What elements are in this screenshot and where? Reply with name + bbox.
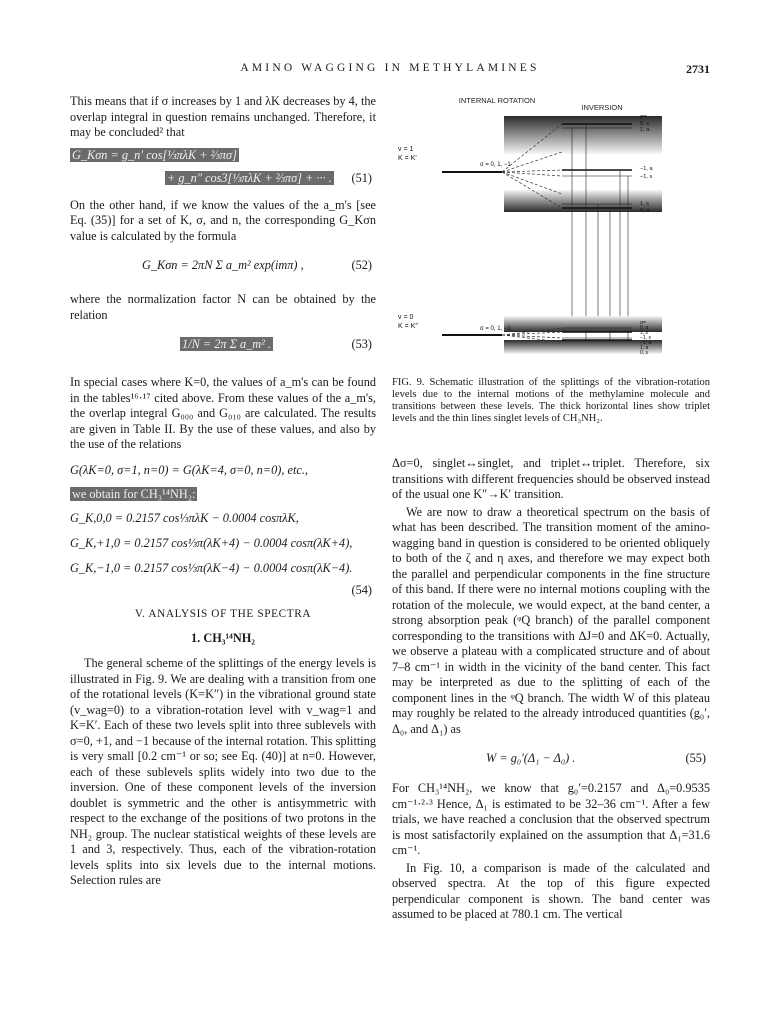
equation-text: G_K,0,0 = 0.2157 cos⅓πλK − 0.0004 cosπλK, — [70, 511, 299, 525]
section-heading: V. ANALYSIS OF THE SPECTRA — [134, 608, 312, 620]
label-upper-k: K = K′ — [398, 155, 417, 162]
paragraph: We are now to draw a theoretical spectrum on the basis of what has been described. The transition moment of the amino-wagging band in question is considered to be oriented obliquely to both of the ζ and η axes, and therefore we may expect both the parallel and perpendicular components in the fine structure of this band. If there were no internal motions coupling with the rotation of the molecule, we would expect, at the band center, a strong absorption peak (ᵠQ branch) of the parallel component corresponding to the transitions with ΔJ=0 and ΔK=0. Actually, we observe a plateau with a complicated structure and of about 7–8 cm⁻¹ in width in the vicinity of the band center. This fact may be interpreted as due to the splitting of each of the component lines in the ᵠQ branch. The width W of this plateau may roughly be related to the already introduced quantities (g₀′, Δ₀, and Δ₁) as — [392, 504, 710, 736]
splitting-line — [502, 172, 562, 176]
subsection-heading: 1. CH₃¹⁴NH₂ — [191, 630, 255, 645]
running-title: AMINO WAGGING IN METHYLAMINES — [240, 62, 540, 74]
paragraph: This means that if σ increases by 1 and λK decreases by 4, the overlap integral in question remains unchanged. Therefore, it may be concluded² that — [70, 94, 376, 139]
label-upper-right: −1, a — [640, 166, 653, 172]
paragraph: In Fig. 10, a comparison is made of the calculated and observed spectra. At the top of this figure expected perpendicular component is shown. The band center was assumed to be placed at 780.1 cm. The vertical — [392, 860, 710, 921]
equation-number: (55) — [685, 751, 706, 765]
label-lower-sigma: σ = 0, 1, −1 — [480, 326, 511, 332]
equation-text: 1/N = 2π Σ a_m² . — [182, 337, 271, 351]
page-number: 2731 — [686, 62, 710, 76]
label-upper-right: −1, s — [640, 174, 653, 180]
label-lower-right: 1, s — [640, 330, 649, 336]
page-header — [70, 62, 710, 78]
equation-53 — [70, 337, 376, 353]
label-internal-rotation: INTERNAL ROTATION — [458, 96, 536, 105]
label-lower-right: −1, a — [640, 340, 652, 346]
equation-text: G_Kσn = 2πN Σ a_m² exp(imπ) , — [142, 258, 304, 272]
equation-51-line2 — [70, 171, 376, 187]
equation-54c — [70, 561, 376, 577]
label-upper-right: σ= — [640, 114, 647, 120]
splitting-line — [502, 170, 562, 172]
label-lower-right: 0, a — [640, 325, 649, 331]
label-lower-right: σ= — [640, 320, 647, 326]
equation-52 — [70, 258, 376, 274]
paragraph: In special cases where K=0, the values of a_m's can be found in the tables¹⁶·¹⁷ cited above. From these values of the a_m's, the overlap integral G₀₀₀ and G₀₁₀ are calculated. The results are given in Table II. By the use of these values, and also by the use of the relations — [70, 375, 376, 451]
label-upper-sigma: σ = 0, 1, −1 — [480, 162, 511, 168]
equation-relations — [70, 463, 376, 479]
equation-text: G_Kσn = g_n′ cos[⅓πλK + ⅔πσ] — [72, 147, 237, 162]
label-lower-k: K = K″ — [398, 323, 418, 330]
label-upper-right: 0, a — [640, 208, 650, 214]
equation-text: W = g₀′(Δ₁ − Δ₀) . — [486, 751, 576, 765]
equation-number: (52) — [351, 258, 372, 272]
equation-54-number — [70, 583, 376, 599]
lower-shading-bottom — [504, 340, 662, 354]
paragraph-highlight: we obtain for CH₃¹⁴NH₂: — [72, 486, 196, 501]
equation-number: (53) — [351, 337, 372, 351]
right-column — [392, 456, 710, 923]
equation-text: + g_n″ cos3[⅓πλK + ⅔πσ] + ··· . — [167, 170, 332, 185]
equation-54a — [70, 511, 376, 527]
equation-text: G_K,+1,0 = 0.2157 cos⅓π(λK+4) − 0.0004 cosπ(λK+4), — [70, 536, 353, 550]
label-upper-right: 0, s — [640, 121, 650, 127]
splitting-line — [502, 335, 562, 338]
equation-number: (51) — [351, 170, 372, 185]
paragraph: where the normalization factor N can be obtained by the relation — [70, 292, 376, 322]
label-lower-right: 1, a — [640, 345, 649, 351]
splitting-line — [502, 152, 562, 172]
equation-number: (54) — [351, 583, 372, 597]
label-upper-right: 1, s — [640, 201, 650, 207]
label-lower-right: 0, s — [640, 350, 649, 356]
equation-text: G(λK=0, σ=1, n=0) = G(λK=4, σ=0, n=0), etc., — [70, 462, 308, 477]
label-upper-right: 1, a — [640, 127, 650, 133]
paragraph: For CH₃¹⁴NH₂, we know that g₀′=0.2157 and Δ₀=0.9535 cm⁻¹·²·³ Hence, Δ₁ is estimated to be 32–36 cm⁻¹. After a few trials, we have reached a conclusion that the observed spectrum is most satisfactorily explained on the assumption that Δ₁=31.6 cm⁻¹. — [392, 781, 710, 857]
equation-54b — [70, 536, 376, 552]
label-inversion: INVERSION — [581, 103, 623, 112]
equation-55 — [392, 751, 710, 767]
left-column — [70, 94, 376, 889]
energy-level-diagram — [392, 94, 710, 374]
figure-caption: FIG. 9. Schematic illustration of the splittings of the vibration-rotation levels due to the internal motions of the methylamine molecule and transitions between these levels. The thick horizontal lines show triplet levels and the thin lines singlet levels of CH₃NH₂. — [392, 377, 710, 424]
equation-51-line1 — [70, 148, 376, 164]
label-lower-v: v = 0 — [398, 314, 414, 321]
paragraph: Δσ=0, singlet↔singlet, and triplet↔triplet. Therefore, six transitions with different frequencies should be observed instead of the usual one K″→K′ transition. — [392, 456, 710, 501]
paragraph: On the other hand, if we know the values of the a_m's [see Eq. (35)] for a set of K, σ, and n, the corresponding G_Kσn value is calculated by the formula — [70, 197, 376, 243]
upper-shading — [504, 116, 662, 154]
splitting-line — [502, 332, 562, 335]
equation-text: G_K,−1,0 = 0.2157 cos⅓π(λK−4) − 0.0004 cosπ(λK−4). — [70, 561, 353, 575]
figure-9 — [392, 94, 710, 374]
paragraph: The general scheme of the splittings of the energy levels is illustrated in Fig. 9. We are dealing with a transition from one of the rotational levels (K=K″) in the vibrational ground state (v_wag=0) to a vibration-rotation level with v_wag=1 and K=K′. Each of these two levels split into three sublevels with σ=0, +1, and −1 because of the internal rotation. This splitting is very small [0.2 cm⁻¹ or so; see Eq. (40)] at n=0. However, each of these sublevels splits widely into two due to the inversion. One of these component levels of the inversion doublet is symmetric and the other is antisymmetric with respect to the exchange of the positions of two protons in the NH₂ group. The nuclear statistical weights of these levels are 1 and 3, respectively. Thus, each of the vibration-rotation levels splits into six levels due to the internal motions. Selection rules are — [70, 656, 376, 887]
label-lower-right: −1, s — [640, 335, 651, 341]
lower-shading — [504, 316, 662, 332]
label-upper-v: v = 1 — [398, 146, 414, 153]
